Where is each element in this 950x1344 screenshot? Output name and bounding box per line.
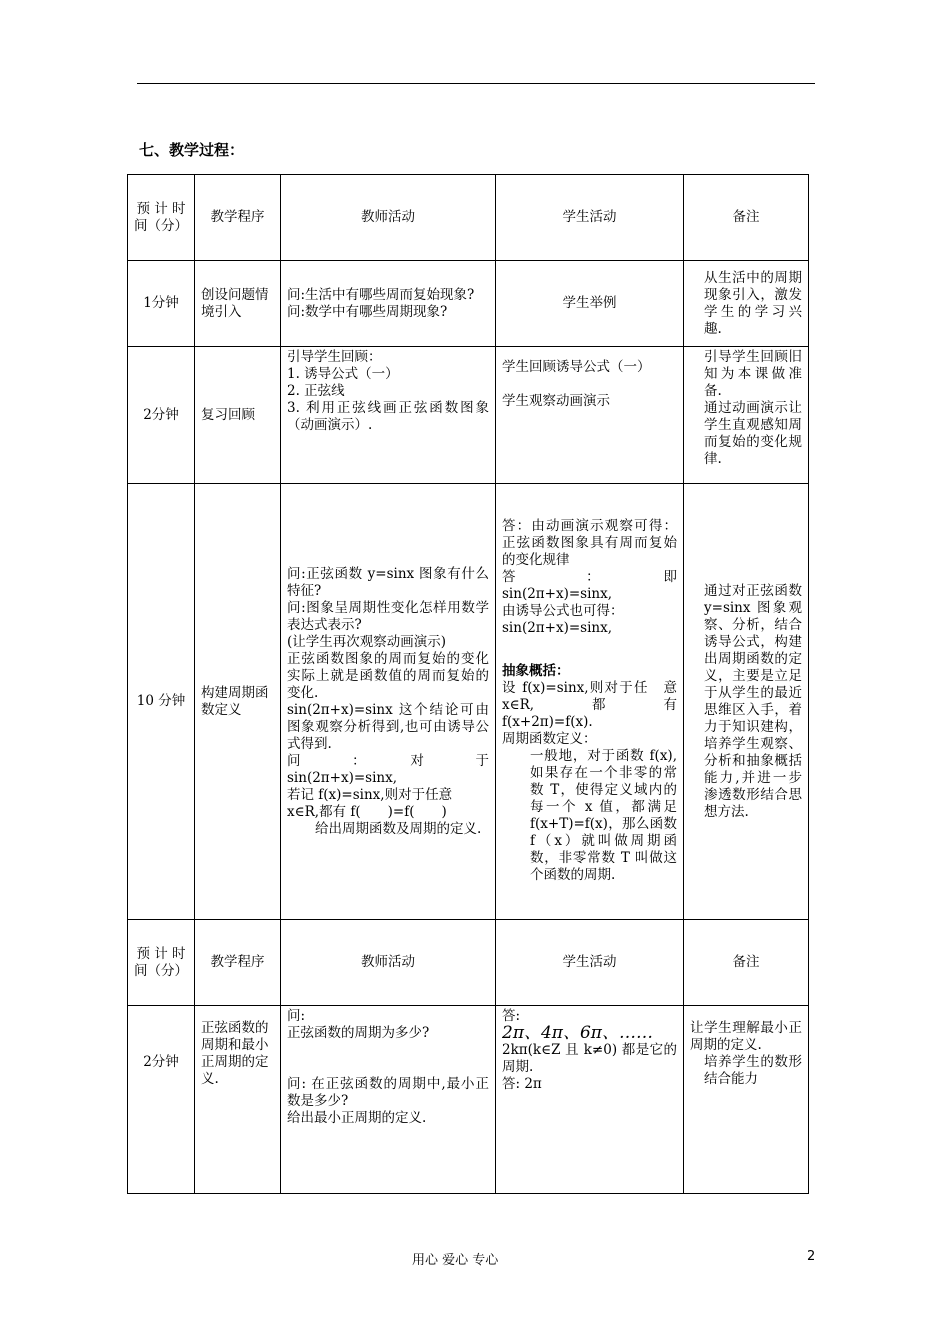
teacher-line: 问 ： 对 于 sin(2π+x)=sinx,: [287, 752, 489, 786]
student-line: 2kπ(k∈Z 且 k≠0) 都是它的周期.: [502, 1042, 677, 1075]
abstract-summary-heading: 抽象概括：: [502, 663, 570, 679]
row-procedure: 正弦函数的周期和最小正周期的定义.: [195, 1006, 281, 1194]
row-teacher: [281, 484, 496, 920]
row-student: [496, 261, 684, 347]
header-teacher: 教师活动: [281, 175, 496, 261]
header-time: 预 计 时 间（分）: [128, 175, 195, 261]
row-time: 2分钟: [128, 1006, 195, 1194]
teacher-line: 3. 利用正弦线画正弦函数图象（动画演示）.: [287, 400, 489, 433]
row-student: [496, 347, 684, 484]
header-procedure: 教学程序: [195, 175, 281, 261]
teacher-line: x∈R,都有 f( )=f( ): [287, 803, 447, 820]
row-teacher: [281, 1006, 496, 1194]
teacher-line: [287, 1042, 489, 1076]
row-procedure: 复习回顾: [195, 347, 281, 484]
section-title: 七、教学过程：: [139, 141, 245, 159]
header-student: 学生活动: [496, 920, 684, 1006]
header-note: 备注: [684, 920, 809, 1006]
teacher-line: 问:数学中有哪些周期现象?: [287, 303, 448, 320]
page-number: 2: [807, 1249, 816, 1264]
row-procedure: 创设问题情境引入: [195, 261, 281, 347]
student-line: 2π、4π、6π、……: [502, 1023, 653, 1043]
lesson-table: [127, 174, 809, 1194]
teacher-line: 引导学生回顾：: [287, 349, 382, 365]
teacher-line: 1. 诱导公式（一）: [287, 366, 399, 382]
teacher-line: 正弦函数图象的周而复始的变化实际上就是函数值的周而复始的变化.: [287, 650, 489, 701]
row-time: 2分钟: [128, 347, 195, 484]
row-note: [684, 347, 809, 484]
row-note: [684, 261, 809, 347]
teacher-line: 问:图象呈周期性变化怎样用数学表达式表示?: [287, 599, 489, 633]
student-line: 学生观察动画演示: [502, 393, 610, 409]
teacher-line: (让学生再次观察动画演示): [287, 633, 447, 650]
row-procedure: 构建周期函数定义: [195, 484, 281, 920]
note-line: 通过对正弦函数 y=sinx 图象观察、分析，结合诱导公式，构建出周期函数的定义，主要是立足于从学生的最近思维区入手，着力于知识建构，培养学生观察、分析和抽象概括能力,并进一步渗透数形结合思想方法.: [704, 582, 802, 820]
note-line: 让学生理解最小正周期的定义.: [690, 1020, 802, 1053]
table-header-row: [128, 920, 809, 1006]
row-teacher: [281, 347, 496, 484]
teacher-line: 正弦函数的周期为多少?: [287, 1025, 430, 1041]
note-line: 通过动画演示让学生直观感知周而复始的变化规律.: [704, 400, 802, 467]
footer-motto: 用心 爱心 专心: [412, 1253, 499, 1268]
teacher-line: 问:正弦函数 y=sinx 图象有什么特征?: [287, 565, 489, 599]
row-note: [684, 1006, 809, 1194]
table-row: [128, 261, 809, 347]
student-line: sin(2π+x)=sinx,: [502, 620, 613, 636]
note-line: 引导学生回顾旧知为本课做准备.: [704, 349, 802, 399]
student-line: 设 f(x)=sinx,则对于任 意 x∈R, 都 有 f(x+2π)=f(x).: [502, 680, 691, 730]
header-procedure: 教学程序: [195, 920, 281, 1006]
teacher-line: 问: 在正弦函数的周期中,最小正数是多少?: [287, 1076, 489, 1109]
student-line: 学生举例: [562, 295, 617, 311]
student-line: 周期函数定义：: [502, 731, 597, 747]
row-student: [496, 484, 691, 920]
row-time: 10 分钟: [128, 484, 195, 920]
student-line: 学生回顾诱导公式（一）: [502, 359, 651, 375]
teacher-line: 问:: [287, 1008, 306, 1024]
row-note: [684, 484, 809, 920]
header-note: 备注: [684, 175, 809, 261]
header-student: 学生活动: [496, 175, 684, 261]
header-time: 预 计 时 间（分）: [128, 920, 195, 1006]
student-line: 答：由动画演示观察可得：正弦函数图象具有周而复始的变化规律: [502, 518, 677, 568]
row-student: [496, 1006, 684, 1194]
student-line: [502, 376, 677, 393]
table-header-row: [128, 175, 809, 261]
teacher-line: 给出周期函数及周期的定义.: [315, 820, 482, 837]
student-line: 答 ： 即 sin(2π+x)=sinx,: [502, 569, 677, 602]
table-row: [128, 484, 809, 920]
student-line: [502, 637, 677, 663]
table-row: [128, 1006, 809, 1194]
row-teacher: [281, 261, 496, 347]
teacher-line: 问:生活中有哪些周而复始现象?: [287, 286, 475, 303]
teacher-line: sin(2π+x)=sinx 这个结论可由图象观察分析得到,也可由诱导公式得到.: [287, 701, 489, 752]
table-row: [128, 347, 809, 484]
student-line: 由诱导公式也可得：: [502, 603, 624, 619]
teacher-line: 若记 f(x)=sinx,则对于任意: [287, 786, 453, 803]
header-teacher: 教师活动: [281, 920, 496, 1006]
teacher-line: 给出最小正周期的定义.: [287, 1110, 427, 1126]
student-line: 答: 2π: [502, 1076, 542, 1092]
teacher-line: 2. 正弦线: [287, 383, 345, 399]
student-line: 答:: [502, 1008, 521, 1024]
note-line: 培养学生的数形结合能力: [704, 1054, 802, 1087]
note-line: 从生活中的周期现象引入，激发学生的学习兴趣.: [704, 269, 802, 337]
header-rule: [137, 83, 815, 84]
row-time: 1分钟: [128, 261, 195, 347]
student-line: 一般地，对于函数 f(x),如果存在一个非零的常数 T，使得定义域内的每一个 x 值，都满足 f(x+T)=f(x)，那么函数 f（x）就叫做周期函数，非零常数 T 叫做这个函数的周期.: [530, 748, 677, 883]
